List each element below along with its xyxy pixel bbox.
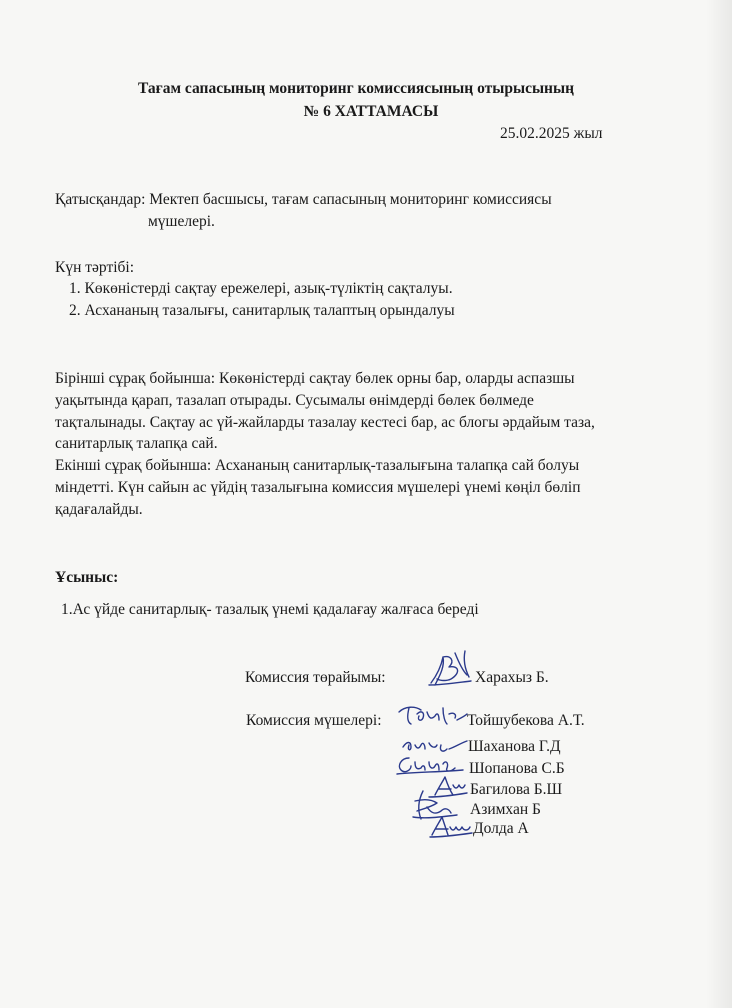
discussion-line-4: санитарлық талапқа сай. <box>55 435 218 452</box>
member-name-6: Долда А <box>473 820 529 837</box>
member-name-1: Тойшубекова А.Т. <box>467 712 585 729</box>
proposal-heading: Ұсыныс: <box>55 569 119 586</box>
discussion-line-7: қадағалайды. <box>55 501 143 518</box>
agenda-heading: Күн тәртібі: <box>55 259 135 276</box>
discussion-line-1: Бірінші сұрақ бойынша: Көкөністерді сақтау бөлек орны бар, оларды аспазшы <box>55 370 575 387</box>
agenda-item-1: 1. Көкөністерді сақтау ережелері, азық-түліктің сақталуы. <box>69 280 453 297</box>
proposal-text: 1.Ас үйде санитарлық- тазалық үнемі қадалағау жалғаса береді <box>61 601 479 618</box>
document-title: Тағам сапасының мониторинг комиссиясының отырысының <box>137 80 575 97</box>
discussion-line-6: міндетті. Күн сайын ас үйдің тазалығына комиссия мүшелері үнемі көңіл бөліп <box>55 479 581 496</box>
member-name-5: Азимхан Б <box>470 801 541 818</box>
chair-signature <box>425 645 475 690</box>
discussion-line-3: тақталынады. Сақтау ас үй-жайларды тазалау кестесі бар, ас блогы әрдайым таза, <box>55 414 595 431</box>
member-name-2: Шаханова Г.Д <box>468 738 561 755</box>
chair-name: Харахыз Б. <box>475 669 549 686</box>
member-name-4: Багилова Б.Ш <box>470 781 563 798</box>
member-name-3: Шопанова С.Б <box>469 760 565 777</box>
member-signature-6 <box>428 815 473 840</box>
chair-label: Комиссия төрайымы: <box>245 669 386 686</box>
agenda-item-2: 2. Асхананың тазалығы, санитарлық талаптың орындалуы <box>69 302 455 319</box>
document-date: 25.02.2025 жыл <box>500 125 603 142</box>
participants-line-1: Қатысқандар: Мектеп басшысы, тағам сапасының мониторинг комиссиясы <box>55 191 552 208</box>
page-edge-shadow <box>706 0 732 1008</box>
discussion-line-2: уақытында қарап, тазалап отырады. Сусымалы өнімдерді бөлек бөлмеде <box>55 392 534 409</box>
discussion-line-5: Екінші сұрақ бойынша: Асхананың санитарлық-тазалығына талапқа сай болуы <box>55 457 580 474</box>
participants-line-2: мүшелері. <box>148 213 215 230</box>
members-label: Комиссия мүшелері: <box>246 712 382 729</box>
member-signature-1 <box>395 700 470 730</box>
protocol-number: № 6 ХАТТАМАСЫ <box>303 103 439 120</box>
